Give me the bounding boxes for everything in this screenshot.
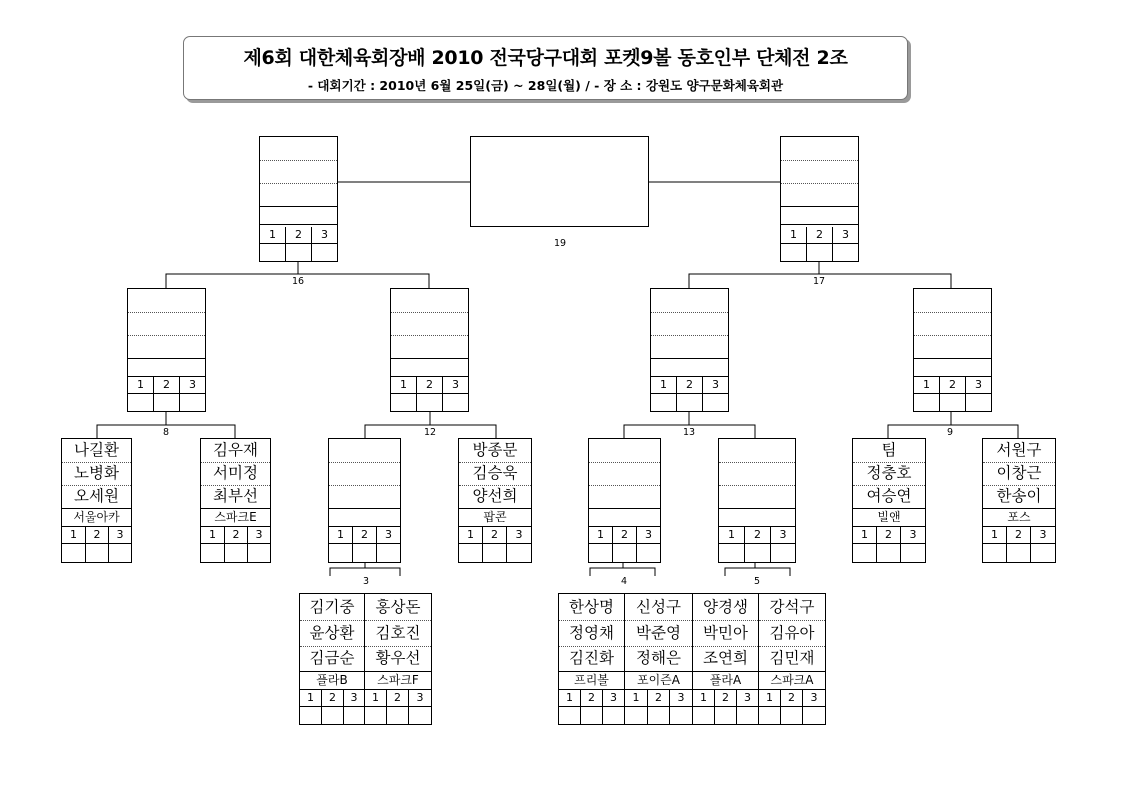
score-row bbox=[329, 544, 400, 562]
team-name: 서울아카 bbox=[62, 508, 131, 527]
set-label: 2 bbox=[225, 527, 248, 543]
team-name-slot bbox=[719, 508, 795, 527]
set-number-row bbox=[459, 527, 531, 544]
score-cell bbox=[286, 244, 312, 261]
event-info: - 대회기간 : 2010년 6월 25일(금) ~ 28일(월) / - 장 소 : 강원도 양구문화체육회관 bbox=[307, 78, 784, 93]
team-entry-spark-a bbox=[758, 593, 826, 725]
score-cell bbox=[248, 544, 270, 562]
semifinal-box-left bbox=[259, 136, 338, 262]
score-row bbox=[914, 394, 991, 411]
set-label: 1 bbox=[651, 377, 677, 393]
score-cell bbox=[365, 707, 387, 724]
team-entry-billion bbox=[852, 438, 926, 563]
set-label: 3 bbox=[744, 691, 751, 704]
player-name: 방종문 bbox=[459, 439, 531, 463]
score-cell bbox=[260, 244, 286, 261]
team-name-slot bbox=[651, 358, 728, 377]
player-name: 김민재 bbox=[759, 646, 825, 672]
set-number-row bbox=[62, 527, 131, 544]
round2-box-2 bbox=[390, 288, 469, 412]
set-label: 1 bbox=[853, 527, 877, 543]
set-label: 2 bbox=[677, 377, 703, 393]
set-label: 2 bbox=[877, 527, 901, 543]
player-slot bbox=[391, 289, 468, 313]
set-label: 1 bbox=[365, 690, 387, 706]
match-number-16: 16 bbox=[291, 276, 305, 287]
set-label: 3 bbox=[385, 528, 392, 541]
score-cell bbox=[459, 544, 483, 562]
score-row bbox=[201, 544, 270, 562]
team-entry-spark-f bbox=[364, 593, 432, 725]
player-slot bbox=[589, 485, 660, 509]
player-name: 여승연 bbox=[853, 485, 925, 509]
player-slot bbox=[651, 289, 728, 313]
player-name: 박민아 bbox=[693, 620, 758, 647]
score-cell bbox=[409, 707, 431, 724]
score-cell bbox=[781, 707, 803, 724]
set-number-row bbox=[589, 527, 660, 544]
team-entry-pozone-a bbox=[624, 593, 693, 725]
set-label: 2 bbox=[940, 377, 966, 393]
score-cell bbox=[637, 544, 660, 562]
score-row bbox=[62, 544, 131, 562]
score-cell bbox=[86, 544, 109, 562]
player-name: 서원구 bbox=[983, 439, 1055, 463]
score-row bbox=[391, 394, 468, 411]
team-entry-plara-b bbox=[299, 593, 365, 725]
player-name: 황우선 bbox=[365, 646, 431, 672]
player-slot bbox=[391, 312, 468, 336]
player-name: 윤상환 bbox=[300, 620, 364, 647]
player-slot bbox=[589, 439, 660, 463]
set-label: 1 bbox=[589, 527, 613, 543]
set-label: 3 bbox=[350, 691, 358, 704]
score-cell bbox=[651, 394, 677, 411]
player-slot bbox=[914, 289, 991, 313]
header-box bbox=[183, 36, 908, 100]
score-cell bbox=[877, 544, 901, 562]
player-slot bbox=[651, 335, 728, 359]
score-row bbox=[459, 544, 531, 562]
score-cell bbox=[391, 394, 417, 411]
set-label: 1 bbox=[559, 690, 581, 706]
player-name: 팀 bbox=[853, 439, 925, 463]
set-label: 3 bbox=[416, 691, 424, 704]
score-cell bbox=[322, 707, 344, 724]
set-label: 2 bbox=[483, 527, 507, 543]
score-cell bbox=[387, 707, 409, 724]
score-row bbox=[759, 707, 825, 724]
set-label: 1 bbox=[391, 377, 417, 393]
score-row bbox=[983, 544, 1055, 562]
set-number-row bbox=[201, 527, 270, 544]
player-name: 노병화 bbox=[62, 462, 131, 486]
set-label: 2 bbox=[322, 690, 344, 706]
player-name: 김호진 bbox=[365, 620, 431, 647]
score-cell bbox=[344, 707, 364, 724]
player-name: 김유아 bbox=[759, 620, 825, 647]
player-slot bbox=[719, 462, 795, 486]
team-name: 플라B bbox=[300, 671, 364, 690]
player-name: 정해은 bbox=[625, 646, 692, 672]
match-number-13: 13 bbox=[682, 427, 696, 438]
score-cell bbox=[613, 544, 637, 562]
set-number-row bbox=[719, 527, 795, 544]
set-number-row bbox=[559, 690, 624, 707]
score-cell bbox=[807, 244, 833, 261]
score-cell bbox=[180, 394, 205, 411]
score-cell bbox=[966, 394, 991, 411]
set-label: 3 bbox=[975, 378, 982, 391]
set-label: 3 bbox=[712, 378, 719, 391]
player-slot bbox=[329, 439, 400, 463]
score-row bbox=[260, 244, 337, 261]
set-number-row bbox=[853, 527, 925, 544]
player-name: 양경생 bbox=[693, 594, 758, 621]
team-entry-pos bbox=[982, 438, 1056, 563]
match-number-12: 12 bbox=[423, 427, 437, 438]
score-cell bbox=[771, 544, 795, 562]
team-entry-spark-e bbox=[200, 438, 271, 563]
player-name: 김진화 bbox=[559, 646, 624, 672]
player-name: 양선희 bbox=[459, 485, 531, 509]
score-cell bbox=[901, 544, 925, 562]
set-label: 3 bbox=[321, 228, 328, 241]
set-number-row bbox=[329, 527, 400, 544]
team-name-slot bbox=[781, 206, 858, 225]
score-row bbox=[853, 544, 925, 562]
score-cell bbox=[693, 707, 715, 724]
set-label: 3 bbox=[189, 378, 196, 391]
score-cell bbox=[719, 544, 745, 562]
set-number-row bbox=[128, 377, 205, 394]
player-slot bbox=[128, 289, 205, 313]
player-slot bbox=[128, 312, 205, 336]
player-slot bbox=[260, 160, 337, 184]
set-number-row bbox=[651, 377, 728, 394]
set-label: 2 bbox=[86, 527, 109, 543]
score-cell bbox=[507, 544, 531, 562]
score-row bbox=[651, 394, 728, 411]
team-name-slot bbox=[128, 358, 205, 377]
set-number-row bbox=[625, 690, 692, 707]
team-entry-plara-a bbox=[692, 593, 759, 725]
player-name: 나길환 bbox=[62, 439, 131, 463]
score-row bbox=[781, 244, 858, 261]
player-name: 최부선 bbox=[201, 485, 270, 509]
match-number-19: 19 bbox=[553, 238, 567, 249]
set-label: 2 bbox=[781, 690, 803, 706]
player-name: 신성구 bbox=[625, 594, 692, 621]
set-label: 2 bbox=[807, 227, 833, 243]
score-row bbox=[128, 394, 205, 411]
set-label: 2 bbox=[745, 527, 771, 543]
player-slot bbox=[914, 335, 991, 359]
set-label: 2 bbox=[387, 690, 409, 706]
score-cell bbox=[833, 244, 858, 261]
set-label: 3 bbox=[645, 528, 652, 541]
match-number-4: 4 bbox=[620, 576, 628, 587]
set-label: 1 bbox=[625, 690, 648, 706]
set-label: 2 bbox=[353, 527, 377, 543]
round2-box-3 bbox=[650, 288, 729, 412]
player-name: 정영채 bbox=[559, 620, 624, 647]
set-label: 3 bbox=[677, 691, 685, 704]
score-cell bbox=[1031, 544, 1055, 562]
player-name: 조연희 bbox=[693, 646, 758, 672]
final-match-box bbox=[470, 136, 649, 227]
player-slot bbox=[329, 485, 400, 509]
match4-winner-box bbox=[588, 438, 661, 563]
score-cell bbox=[559, 707, 581, 724]
player-slot bbox=[329, 462, 400, 486]
score-cell bbox=[443, 394, 468, 411]
team-name: 포스 bbox=[983, 508, 1055, 527]
player-name: 서미정 bbox=[201, 462, 270, 486]
set-label: 3 bbox=[810, 691, 818, 704]
score-cell bbox=[109, 544, 131, 562]
set-number-row bbox=[365, 690, 431, 707]
score-cell bbox=[417, 394, 443, 411]
player-name: 한송이 bbox=[983, 485, 1055, 509]
set-label: 3 bbox=[452, 378, 459, 391]
player-slot bbox=[719, 439, 795, 463]
player-name: 이창근 bbox=[983, 462, 1055, 486]
score-cell bbox=[603, 707, 624, 724]
score-row bbox=[719, 544, 795, 562]
set-label: 1 bbox=[128, 377, 154, 393]
set-label: 1 bbox=[759, 690, 781, 706]
set-label: 3 bbox=[909, 528, 917, 541]
set-label: 3 bbox=[842, 228, 849, 241]
set-number-row bbox=[914, 377, 991, 394]
score-cell bbox=[62, 544, 86, 562]
match-number-8: 8 bbox=[162, 427, 170, 438]
team-name: 빌앤 bbox=[853, 508, 925, 527]
set-label: 3 bbox=[1039, 528, 1047, 541]
score-row bbox=[693, 707, 758, 724]
set-label: 2 bbox=[154, 377, 180, 393]
score-cell bbox=[312, 244, 337, 261]
team-entry-seoul-academy bbox=[61, 438, 132, 563]
score-cell bbox=[128, 394, 154, 411]
score-row bbox=[625, 707, 692, 724]
set-label: 2 bbox=[417, 377, 443, 393]
score-cell bbox=[225, 544, 248, 562]
player-name: 강석구 bbox=[759, 594, 825, 621]
score-cell bbox=[853, 544, 877, 562]
set-label: 2 bbox=[581, 690, 603, 706]
player-slot bbox=[260, 183, 337, 207]
player-slot bbox=[914, 312, 991, 336]
team-name: 스파크F bbox=[365, 671, 431, 690]
team-name-slot bbox=[260, 206, 337, 225]
score-cell bbox=[201, 544, 225, 562]
set-label: 2 bbox=[613, 527, 637, 543]
set-label: 3 bbox=[255, 528, 263, 541]
set-label: 3 bbox=[779, 528, 787, 541]
score-cell bbox=[745, 544, 771, 562]
team-name-slot bbox=[914, 358, 991, 377]
set-label: 2 bbox=[648, 690, 670, 706]
score-cell bbox=[581, 707, 603, 724]
set-label: 3 bbox=[515, 528, 523, 541]
player-slot bbox=[781, 160, 858, 184]
set-label: 2 bbox=[286, 227, 312, 243]
score-cell bbox=[353, 544, 377, 562]
score-cell bbox=[329, 544, 353, 562]
team-name-slot bbox=[589, 508, 660, 527]
score-cell bbox=[715, 707, 737, 724]
match-number-5: 5 bbox=[753, 576, 761, 587]
score-cell bbox=[781, 244, 807, 261]
match-number-3: 3 bbox=[362, 576, 370, 587]
score-cell bbox=[483, 544, 507, 562]
player-slot bbox=[781, 183, 858, 207]
player-name: 김기중 bbox=[300, 594, 364, 621]
score-row bbox=[589, 544, 660, 562]
score-cell bbox=[377, 544, 400, 562]
player-name: 박준영 bbox=[625, 620, 692, 647]
team-name-slot bbox=[391, 358, 468, 377]
player-name: 한상명 bbox=[559, 594, 624, 621]
player-name: 정충호 bbox=[853, 462, 925, 486]
round2-box-4 bbox=[913, 288, 992, 412]
player-slot bbox=[781, 137, 858, 161]
score-row bbox=[365, 707, 431, 724]
set-label: 3 bbox=[610, 691, 617, 704]
score-cell bbox=[759, 707, 781, 724]
set-label: 1 bbox=[719, 527, 745, 543]
set-number-row bbox=[983, 527, 1055, 544]
set-label: 1 bbox=[781, 227, 807, 243]
score-cell bbox=[914, 394, 940, 411]
team-name: 플라A bbox=[693, 671, 758, 690]
set-number-row bbox=[759, 690, 825, 707]
page-title: 제6회 대한체육회장배 2010 전국당구대회 포켓9볼 동호인부 단체전 2조 bbox=[243, 47, 848, 69]
set-number-row bbox=[391, 377, 468, 394]
set-label: 1 bbox=[459, 527, 483, 543]
set-label: 1 bbox=[693, 690, 715, 706]
set-label: 1 bbox=[62, 527, 86, 543]
team-name-slot bbox=[329, 508, 400, 527]
player-slot bbox=[391, 335, 468, 359]
match-number-9: 9 bbox=[946, 427, 954, 438]
team-name: 스파크A bbox=[759, 671, 825, 690]
semifinal-box-right bbox=[780, 136, 859, 262]
score-row bbox=[559, 707, 624, 724]
team-name: 프리볼 bbox=[559, 671, 624, 690]
team-name: 팝콘 bbox=[459, 508, 531, 527]
player-name: 김우재 bbox=[201, 439, 270, 463]
score-cell bbox=[703, 394, 728, 411]
set-label: 2 bbox=[715, 690, 737, 706]
player-slot bbox=[651, 312, 728, 336]
set-label: 3 bbox=[116, 528, 124, 541]
score-cell bbox=[737, 707, 758, 724]
round2-box-1 bbox=[127, 288, 206, 412]
score-cell bbox=[589, 544, 613, 562]
player-slot bbox=[128, 335, 205, 359]
score-cell bbox=[1007, 544, 1031, 562]
set-label: 1 bbox=[329, 527, 353, 543]
team-entry-popcorn bbox=[458, 438, 532, 563]
score-cell bbox=[154, 394, 180, 411]
set-number-row bbox=[693, 690, 758, 707]
match3-winner-box bbox=[328, 438, 401, 563]
set-number-row bbox=[781, 227, 858, 244]
set-label: 1 bbox=[260, 227, 286, 243]
player-name: 김금순 bbox=[300, 646, 364, 672]
set-label: 1 bbox=[983, 527, 1007, 543]
set-label: 1 bbox=[201, 527, 225, 543]
player-name: 오세원 bbox=[62, 485, 131, 509]
team-name: 포이즌A bbox=[625, 671, 692, 690]
set-number-row bbox=[260, 227, 337, 244]
score-cell bbox=[983, 544, 1007, 562]
score-cell bbox=[300, 707, 322, 724]
score-cell bbox=[803, 707, 825, 724]
set-label: 1 bbox=[300, 690, 322, 706]
score-cell bbox=[648, 707, 670, 724]
set-label: 1 bbox=[914, 377, 940, 393]
set-label: 2 bbox=[1007, 527, 1031, 543]
score-row bbox=[300, 707, 364, 724]
player-slot bbox=[719, 485, 795, 509]
score-cell bbox=[625, 707, 648, 724]
match-number-17: 17 bbox=[812, 276, 826, 287]
score-cell bbox=[677, 394, 703, 411]
match5-winner-box bbox=[718, 438, 796, 563]
team-name: 스파크E bbox=[201, 508, 270, 527]
score-cell bbox=[670, 707, 692, 724]
player-slot bbox=[589, 462, 660, 486]
team-entry-freebool bbox=[558, 593, 625, 725]
player-slot bbox=[260, 137, 337, 161]
set-number-row bbox=[300, 690, 364, 707]
score-cell bbox=[940, 394, 966, 411]
player-name: 김승욱 bbox=[459, 462, 531, 486]
player-name: 홍상돈 bbox=[365, 594, 431, 621]
